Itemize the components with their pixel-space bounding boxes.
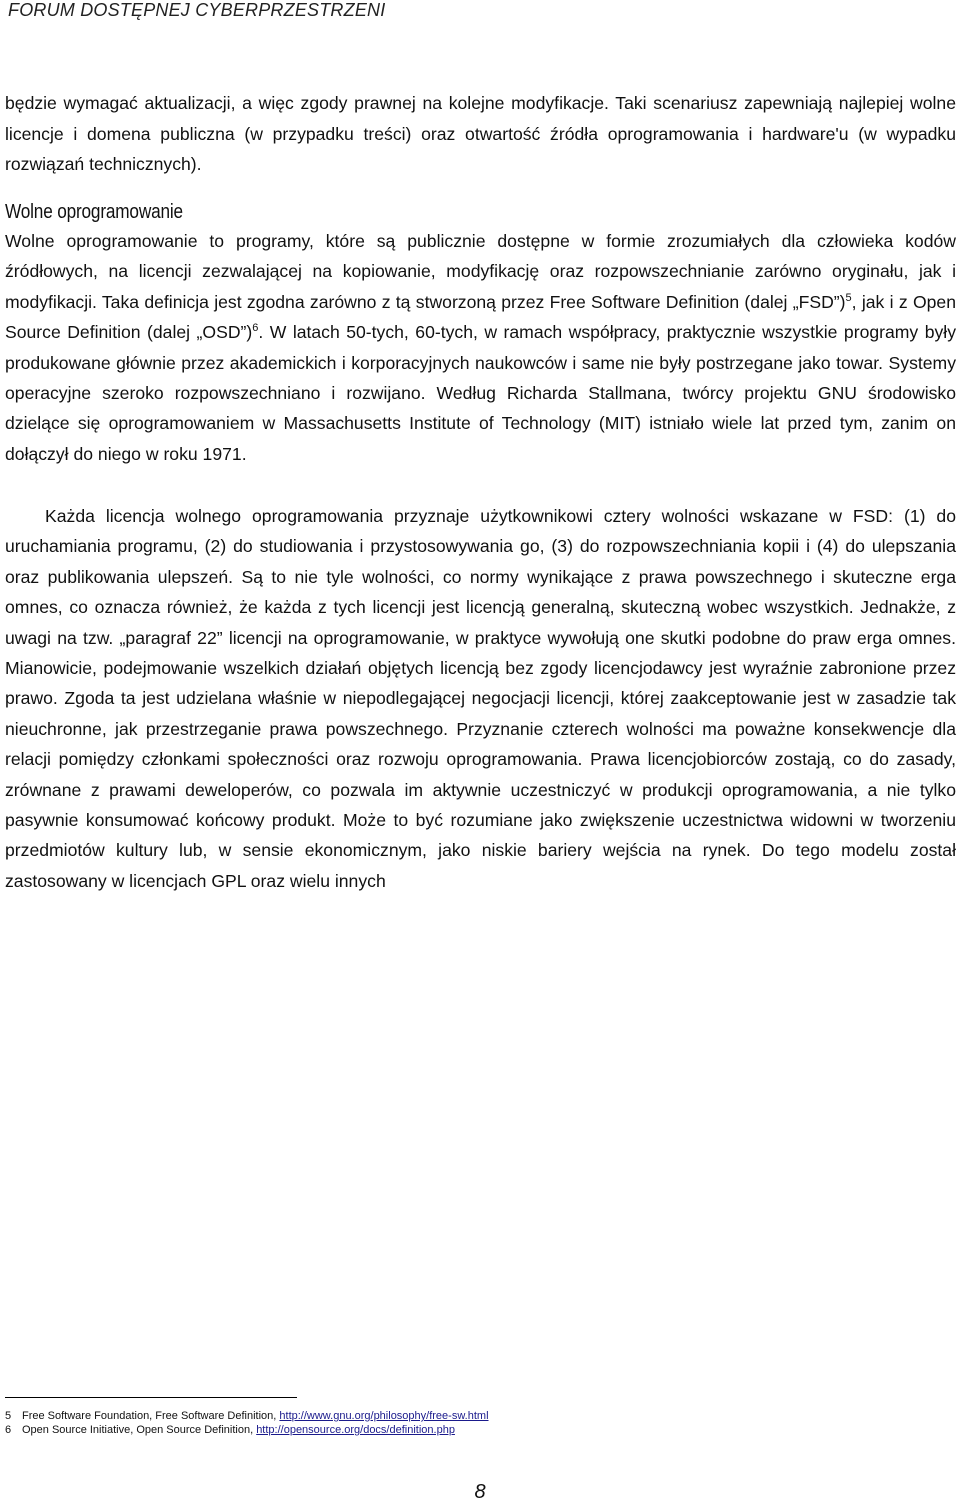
footnote-text: Open Source Initiative, Open Source Definition,: [22, 1424, 257, 1436]
page-number: 8: [474, 1481, 486, 1503]
footnote-5: [5, 1409, 945, 1423]
footnote-6: [5, 1423, 945, 1437]
footnote-ref-6[interactable]: 6: [252, 322, 259, 335]
footnote-ref-5[interactable]: 5: [845, 291, 852, 304]
paragraph-text: Wolne oprogramowanie to programy, które są publicznie dostępne w formie zrozumiałych dla człowieka kodów źródłowych, na licencji zezwalającej na kopiowanie, modyfikację oraz rozpowszechnianie zarówno oryginału, jak i modyfikacji. Taka definicja jest zgodna zarówno z tą stworzoną przez Free Software Definition (dalej „FSD”): [5, 231, 956, 312]
body-paragraph-2: Każda licencja wolnego oprogramowania przyznaje użytkownikowi cztery wolności wskazane w FSD: (1) do uruchamiania programu, (2) do studiowania i przystosowywania go, (3) do rozpowszechniania kopii i (4) do ulepszania oraz publikowania ulepszeń. Są to nie tyle wolności, co normy wynikające z prawa powszechnego i skuteczne erga omnes, co oznacza również, że każda z tych licencji jest licencją generalną, skuteczną wobec wszystkich. Jednakże, z uwagi na tzw. „paragraf 22” licencji na oprogramowanie, w praktyce wywołują one skutki podobne do praw erga omnes. Mianowicie, podejmowanie wszelkich działań objętych licencją bez zgody licencjodawcy jest wyraźnie zabronione przez prawo. Zgoda ta jest udzielana właśnie w niepodlegającej negocjacji licencji, której zaakceptowanie jest w zasadzie tak nieuchronne, jak przestrzeganie prawa powszechnego. Przyznanie czterech wolności ma poważne konsekwencje dla relacji pomiędzy członkami społeczności oraz rozwoju oprogramowania. Prawa licencjobiorców zostają, co do zasady, zrównane z prawami deweloperów, co pozwala im aktywnie uczestniczyć w produkcji oprogramowania, a nie tylko pasywnie konsumować końcowy produkt. Może to być rozumiane jako zwiększenie uczestnictwa widowni w tworzeniu przedmiotów kultury lub, w sensie ekonomicznym, jako niskie bariery wejścia na rynek. Do tego modelu został zastosowany w licencjach GPL oraz wielu innych: [5, 506, 956, 891]
running-header: FORUM DOSTĘPNEJ CYBERPRZESTRZENI: [8, 0, 386, 20]
footnote-divider: [5, 1397, 297, 1398]
footnote-text: Free Software Foundation, Free Software Definition,: [22, 1410, 280, 1422]
footnote-number: 5: [5, 1410, 12, 1422]
footnote-link[interactable]: http://opensource.org/docs/definition.php: [256, 1424, 455, 1436]
paragraph-text: . W latach 50-tych, 60-tych, w ramach współpracy, praktycznie wszystkie programy były produkowane głównie przez akademickich i korporacyjnych naukowców i same nie były postrzegane jako towar. Systemy operacyjne szeroko rozpowszechniano i rozwijano. Według Richarda Stallmana, twórcy projektu GNU środowisko dzielące się oprogramowaniem w Massachusetts Institute of Technology (MIT) istniało wiele lat przed tym, zanim on dołączył do niego w roku 1971.: [5, 322, 956, 464]
paragraph-text: , jak i z Open Source Definition (dalej „OSD”): [5, 291, 956, 343]
footnote-number: 6: [5, 1424, 12, 1436]
section-heading: Wolne oprogramowanie: [5, 201, 183, 223]
footnotes: [5, 1409, 945, 1437]
intro-paragraph: będzie wymagać aktualizacji, a więc zgody prawnej na kolejne modyfikacje. Taki scenariusz zapewniają najlepiej wolne licencje i domena publiczna (w przypadku treści) oraz otwartość źródła oprogramowania i hardware'u (w wypadku rozwiązań technicznych).: [5, 93, 956, 174]
body-paragraph-1: [5, 226, 956, 469]
footnote-link[interactable]: http://www.gnu.org/philosophy/free-sw.html: [279, 1410, 489, 1422]
